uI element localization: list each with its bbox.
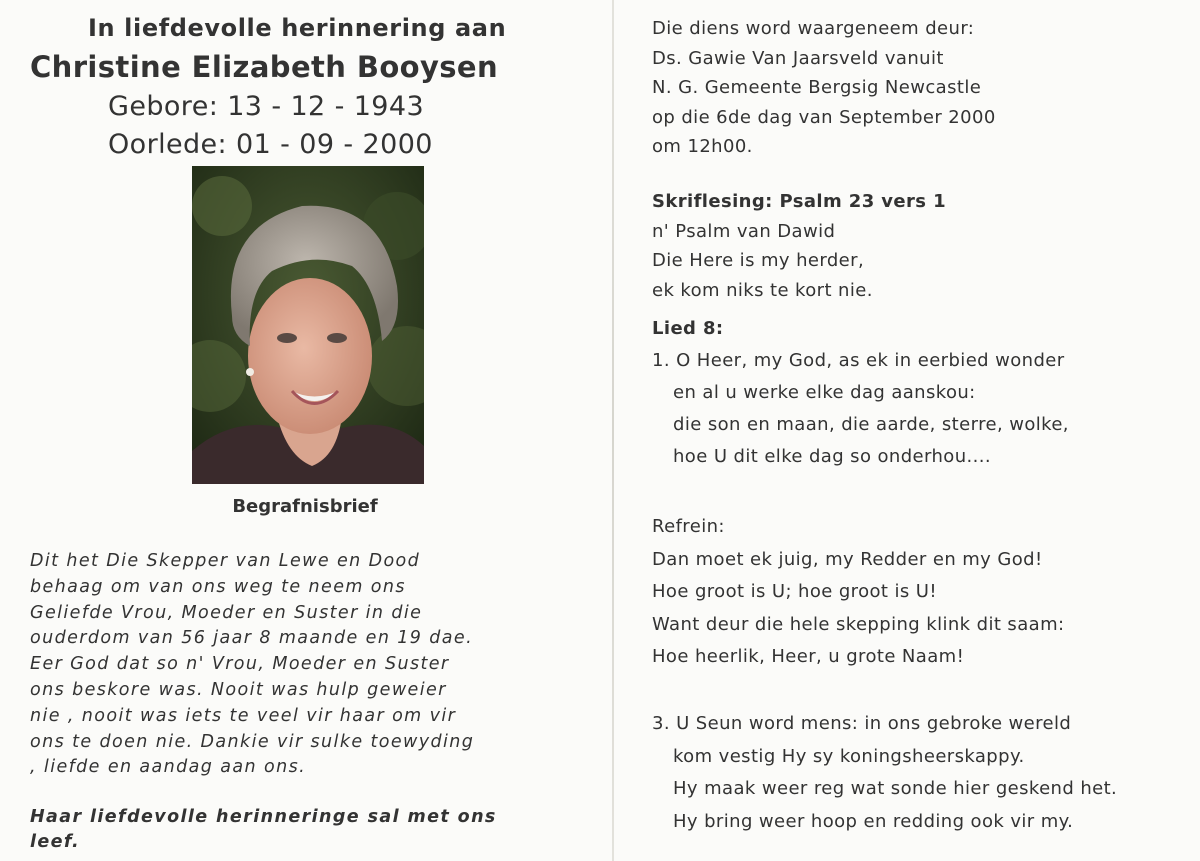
reading-line: n' Psalm van Dawid [652, 220, 836, 242]
reading-title: Skriflesing: Psalm 23 vers 1 [652, 191, 947, 212]
obituary-line: , liefde en aandag aan ons. [30, 757, 307, 778]
obituary-line: nie , nooit was iets te veel vir haar om vir [30, 705, 457, 726]
hymn-line: en al u werke elke dag aanskou: [673, 382, 976, 403]
right-page [614, 0, 1200, 861]
obituary-line: Dit het Die Skepper van Lewe en Dood [30, 551, 421, 571]
hymn-verse-3 [652, 708, 1117, 838]
refrain-line: Want deur die hele skepping klink dit saam: [652, 613, 1065, 635]
refrain-line: Dan moet ek juig, my Redder en my God! [652, 548, 1043, 570]
hymn-title: Lied 8: [652, 318, 724, 339]
photo-caption: Begrafnisbrief [232, 496, 378, 517]
hymn-line: hoe U dit elke dag so onderhou.... [673, 446, 992, 467]
obituary-line: ons beskore was. Nooit was hulp geweier [30, 679, 447, 700]
service-line: N. G. Gemeente Bergsig Newcastle [652, 77, 982, 98]
scripture-reading [652, 187, 946, 305]
obituary-line: ouderdom van 56 jaar 8 maande en 19 dae. [30, 628, 474, 649]
hymn-line: Hy maak weer reg wat sonde hier geskend het. [673, 778, 1118, 799]
refrain-line: Hoe heerlik, Heer, u grote Naam! [652, 646, 965, 667]
portrait-photo [192, 166, 424, 484]
hymn-verse-1 [652, 313, 1069, 473]
obituary-line: Geliefde Vrou, Moeder en Suster in die [30, 602, 423, 623]
refrain-title: Refrein: [652, 516, 725, 537]
service-line: op die 6de dag van September 2000 [652, 106, 996, 128]
service-line: Die diens word waargeneem deur: [652, 18, 975, 39]
death-date: Oorlede: 01 - 09 - 2000 [108, 129, 433, 160]
refrain-line: Hoe groot is U; hoe groot is U! [652, 581, 937, 602]
life-dates [108, 88, 508, 164]
portrait-illustration [192, 166, 424, 484]
closing-text [30, 805, 590, 854]
memorial-heading: In liefdevolle herinnering aan [88, 14, 507, 42]
obituary-line: Eer God dat so n' Vrou, Moeder en Suster [30, 654, 450, 675]
closing-line: Haar liefdevolle herinneringe sal met ons [30, 807, 497, 827]
hymn-line: 3. U Seun word mens: in ons gebroke wereld [652, 713, 1072, 734]
birth-date: Gebore: 13 - 12 - 1943 [108, 91, 425, 122]
obituary-line: ons te doen nie. Dankie vir sulke toewyding [30, 731, 475, 752]
service-details [652, 14, 996, 162]
service-line: om 12h00. [652, 136, 753, 157]
deceased-name: Christine Elizabeth Booysen [30, 50, 499, 84]
service-line: Ds. Gawie Van Jaarsveld vanuit [652, 47, 944, 69]
closing-line: leef. [30, 831, 81, 852]
hymn-line: 1. O Heer, my God, as ek in eerbied wonder [652, 350, 1065, 371]
obituary-line: behaag om van ons weg te neem ons [30, 576, 406, 597]
refrain [652, 511, 1064, 674]
hymn-line: Hy bring weer hoop en redding ook vir my. [673, 810, 1074, 832]
reading-line: ek kom niks te kort nie. [652, 279, 873, 301]
reading-line: Die Here is my herder, [652, 250, 865, 271]
obituary-text [30, 549, 590, 781]
hymn-line: kom vestig Hy sy koningsheerskappy. [673, 745, 1025, 767]
hymn-line: die son en maan, die aarde, sterre, wolke, [673, 414, 1069, 435]
